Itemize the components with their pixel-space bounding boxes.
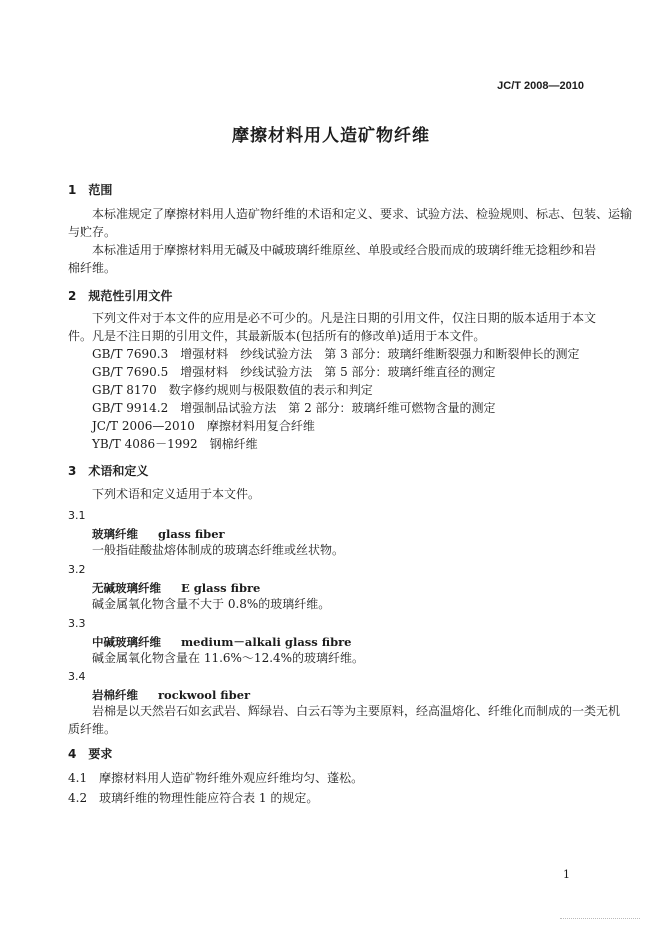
term-number: 3.3 bbox=[68, 617, 86, 630]
section-3-heading: 3 术语和定义 bbox=[68, 464, 149, 478]
term-zh: 无碱玻璃纤维 bbox=[92, 581, 161, 595]
term-zh: 玻璃纤维 bbox=[92, 527, 138, 541]
term-definition: 一般指硅酸盐熔体制成的玻璃态纤维或丝状物。 bbox=[92, 543, 345, 557]
page-title: 摩擦材料用人造矿物纤维 bbox=[232, 126, 430, 146]
term-number: 3.1 bbox=[68, 509, 86, 522]
term-title bbox=[92, 580, 260, 596]
reference-item: YB/T 4086－1992 钢棉纤维 bbox=[92, 437, 258, 451]
section-1-para-2-line-2: 棉纤维。 bbox=[68, 261, 117, 275]
section-1-para-1-line-1: 本标准规定了摩擦材料用人造矿物纤维的术语和定义、要求、试验方法、检验规则、标志、包装、运输 bbox=[92, 207, 633, 221]
term-number: 3.4 bbox=[68, 670, 86, 683]
section-3-intro: 下列术语和定义适用于本文件。 bbox=[92, 487, 261, 501]
term-en: glass fiber bbox=[158, 527, 225, 541]
term-title bbox=[92, 526, 225, 542]
reference-item: GB/T 7690.3 增强材料 纱线试验方法 第 3 部分：玻璃纤维断裂强力和断裂伸长的测定 bbox=[92, 347, 580, 361]
section-2-heading: 2 规范性引用文件 bbox=[68, 289, 173, 303]
section-1-para-1-line-2: 与贮存。 bbox=[68, 225, 117, 239]
page-number: 1 bbox=[563, 868, 570, 881]
requirement-item: 4.1 摩擦材料用人造矿物纤维外观应纤维均匀、蓬松。 bbox=[68, 771, 364, 785]
term-definition-line-1: 岩棉是以天然岩石如玄武岩、辉绿岩、白云石等为主要原料，经高温熔化、纤维化而制成的一类无机 bbox=[92, 704, 621, 718]
term-en: rockwool fiber bbox=[158, 688, 251, 702]
reference-item: GB/T 7690.5 增强材料 纱线试验方法 第 5 部分：玻璃纤维直径的测定 bbox=[92, 365, 496, 379]
term-number: 3.2 bbox=[68, 563, 86, 576]
reference-item: JC/T 2006—2010 摩擦材料用复合纤维 bbox=[92, 419, 315, 433]
term-definition: 碱金属氧化物含量不大于 0.8%的玻璃纤维。 bbox=[92, 597, 331, 611]
term-zh: 岩棉纤维 bbox=[92, 688, 138, 702]
section-1-para-2-line-1: 本标准适用于摩擦材料用无碱及中碱玻璃纤维原丝、单股或经合股而成的玻璃纤维无捻粗纱和岩 bbox=[92, 243, 597, 257]
section-1-heading: 1 范围 bbox=[68, 183, 113, 197]
term-title bbox=[92, 634, 352, 650]
section-2-para-line-2: 件。凡是不注日期的引用文件，其最新版本(包括所有的修改单)适用于本文件。 bbox=[68, 329, 486, 343]
section-2-para-line-1: 下列文件对于本文件的应用是必不可少的。凡是注日期的引用文件，仅注日期的版本适用于本文 bbox=[92, 311, 597, 325]
term-en: medium－alkali glass fibre bbox=[181, 635, 352, 649]
reference-item: GB/T 8170 数字修约规则与极限数值的表示和判定 bbox=[92, 383, 373, 397]
requirement-item: 4.2 玻璃纤维的物理性能应符合表 1 的规定。 bbox=[68, 791, 319, 805]
term-definition-line-2: 质纤维。 bbox=[68, 722, 117, 736]
term-zh: 中碱玻璃纤维 bbox=[92, 635, 161, 649]
scan-artifact bbox=[560, 918, 640, 923]
standard-number: JC/T 2008—2010 bbox=[497, 80, 584, 92]
term-definition: 碱金属氧化物含量在 11.6%～12.4%的玻璃纤维。 bbox=[92, 651, 365, 665]
section-4-heading: 4 要求 bbox=[68, 747, 113, 761]
reference-item: GB/T 9914.2 增强制品试验方法 第 2 部分：玻璃纤维可燃物含量的测定 bbox=[92, 401, 496, 415]
term-en: E glass fibre bbox=[181, 581, 261, 595]
term-title bbox=[92, 687, 250, 703]
